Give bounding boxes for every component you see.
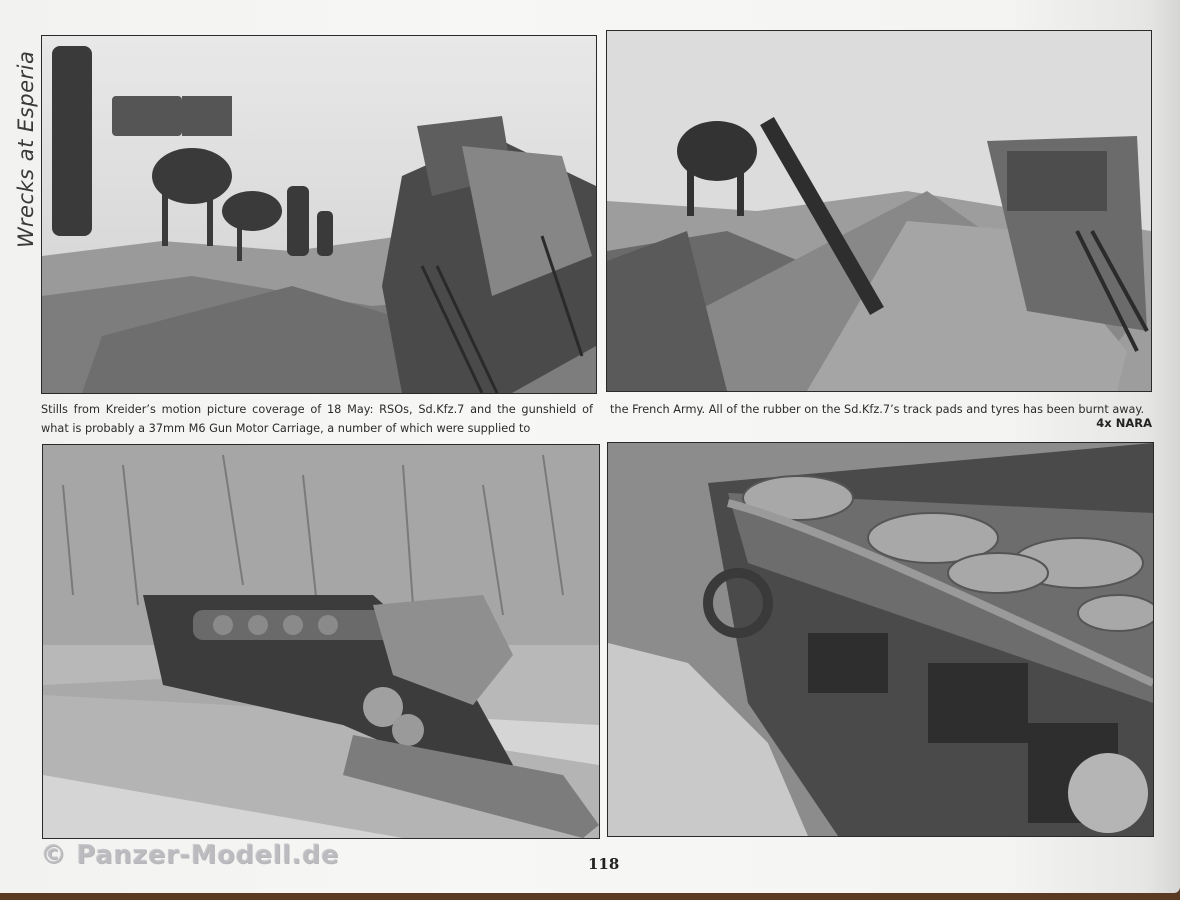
running-head: Wrecks at Esperia: [14, 50, 38, 248]
caption-left: Stills from Kreider’s motion picture coverage of 18 May: RSOs, Sd.Kfz.7 and the gunshield of what is probably a 37mm M6 Gun Motor Carriage, a number of which were supplied to: [41, 403, 593, 435]
photo-credit: 4x NARA: [1096, 416, 1152, 430]
photo-overturned-halftrack: [42, 444, 600, 839]
page-number: 118: [588, 855, 620, 873]
photo-gunshield-wreck-image: [607, 31, 1151, 391]
watermark: © Panzer-Modell.de: [40, 840, 339, 870]
caption-right: the French Army. All of the rubber on the Sd.Kfz.7’s track pads and tyres has been burnt away.: [610, 403, 1145, 416]
photo-overturned-halftrack-image: [43, 445, 599, 838]
photo-gunshield-wreck: [606, 30, 1152, 392]
photo-running-gear-closeup-image: [608, 443, 1153, 836]
photo-mule-column: [41, 35, 597, 394]
photo-running-gear-closeup: [607, 442, 1154, 837]
photo-mule-column-image: [42, 36, 596, 393]
